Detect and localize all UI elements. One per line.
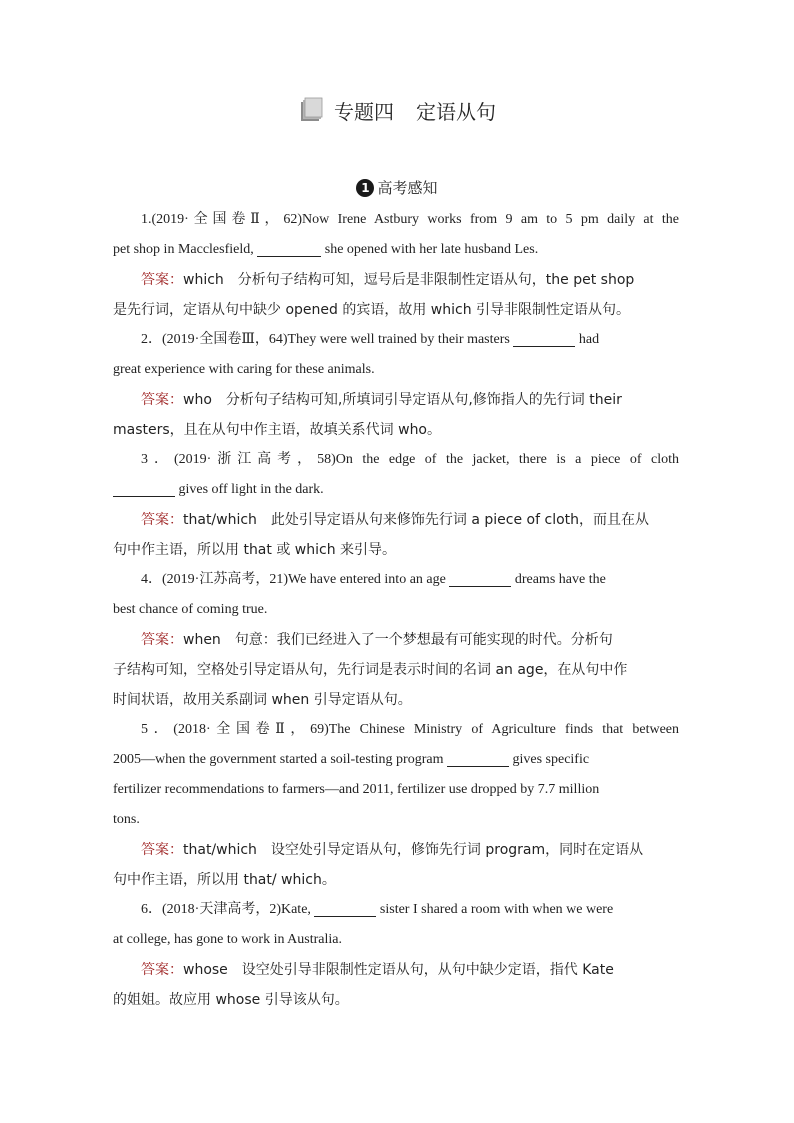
answer-label: 答案： xyxy=(141,272,183,288)
q5-text-b: gives specific xyxy=(512,752,590,767)
answer-blank xyxy=(257,240,321,257)
answer-blank xyxy=(513,330,575,347)
answer-label: 答案： xyxy=(141,842,183,858)
q1-line1: 1.(2019·全国卷Ⅱ，62)Now Irene Astbury works from 9 am to 5 pm daily at the xyxy=(141,212,679,227)
q1-answer-line2: 是先行词，定语从句中缺少 opened 的宾语，故用 which 引导非限制性定语从句。 xyxy=(113,302,631,318)
q3-answer-line1 xyxy=(113,505,679,535)
answer-blank xyxy=(447,750,509,767)
q6-line1 xyxy=(113,895,679,925)
title-main: 定语从句 xyxy=(416,100,496,124)
q6-answer-line1 xyxy=(113,955,679,985)
q6-line2: at college, has gone to work in Australia. xyxy=(113,932,342,947)
q4-line1 xyxy=(113,565,679,595)
q6-answer-line2: 的姐姐。故应用 whose 引导该从句。 xyxy=(113,992,349,1008)
section-number: 1 xyxy=(356,179,374,197)
answer-label: 答案： xyxy=(141,512,183,528)
answer-blank xyxy=(314,900,376,917)
q5-answer-line1 xyxy=(113,835,679,865)
q2-text-b: had xyxy=(578,332,600,347)
answer-label: 答案： xyxy=(141,962,183,978)
answer-label: 答案： xyxy=(141,632,183,648)
q6-text-a: 6．(2018·天津高考，2)Kate, xyxy=(141,902,311,917)
q1-text-b: she opened with her late husband Les. xyxy=(324,242,539,257)
q5-line3: fertilizer recommendations to farmers—and 2011, fertilizer use dropped by 7.7 million xyxy=(113,782,600,797)
q2-text-a: 2．(2019·全国卷Ⅲ，64)They were well trained by their masters xyxy=(141,332,510,347)
q5-line1: 5．(2018·全国卷Ⅱ，69)The Chinese Ministry of Agriculture finds that between xyxy=(141,722,679,737)
q3-text: gives off light in the dark. xyxy=(178,482,324,497)
answer-blank xyxy=(449,570,511,587)
q1-answer-text: which 分析句子结构可知，逗号后是非限制性定语从句，the pet shop xyxy=(183,272,635,288)
q5-text-a: 2005—when the government started a soil-testing program xyxy=(113,752,444,767)
q4-answer-text: when 句意：我们已经进入了一个梦想最有可能实现的时代。分析句 xyxy=(183,632,613,648)
q3-line2 xyxy=(113,475,679,505)
book-icon xyxy=(298,96,324,127)
q5-answer-text: that/which 设空处引导定语从句，修饰先行词 program，同时在定语从 xyxy=(183,842,644,858)
q5-line4: tons. xyxy=(113,812,140,827)
q4-text-b: dreams have the xyxy=(514,572,606,587)
answer-label: 答案： xyxy=(141,392,183,408)
q2-answer-line2: masters，且在从句中作主语，故填关系代词 who。 xyxy=(113,422,442,438)
question-list xyxy=(113,205,679,1015)
q3-answer-text: that/which 此处引导定语从句来修饰先行词 a piece of cloth，而且在从 xyxy=(183,512,650,528)
q1-text-a: pet shop in Macclesfield, xyxy=(113,242,254,257)
q2-line1 xyxy=(113,325,679,355)
q1-answer-line1 xyxy=(113,265,679,295)
answer-blank xyxy=(113,480,175,497)
section-label: 高考感知 xyxy=(377,179,438,197)
q2-answer-line1 xyxy=(113,385,679,415)
q4-line2: best chance of coming true. xyxy=(113,602,268,617)
section-heading xyxy=(0,177,794,198)
q2-line2: great experience with caring for these animals. xyxy=(113,362,375,377)
q3-answer-line2: 句中作主语，所以用 that 或 which 来引导。 xyxy=(113,542,397,558)
q1-line2 xyxy=(113,235,679,265)
q4-answer-line1 xyxy=(113,625,679,655)
q4-text-a: 4．(2019·江苏高考，21)We have entered into an age xyxy=(141,572,446,587)
q4-answer-line3: 时间状语，故用关系副词 when 引导定语从句。 xyxy=(113,692,412,708)
q4-answer-line2: 子结构可知，空格处引导定语从句，先行词是表示时间的名词 an age，在从句中作 xyxy=(113,662,628,678)
page-title xyxy=(0,96,794,127)
q5-answer-line2: 句中作主语，所以用 that/ which。 xyxy=(113,872,336,888)
title-prefix: 专题四 xyxy=(334,100,394,124)
q2-answer-text: who 分析句子结构可知,所填词引导定语从句,修饰指人的先行词 their xyxy=(183,392,622,408)
q6-text-b: sister I shared a room with when we were xyxy=(379,902,614,917)
q3-line1: 3．(2019·浙江高考，58)On the edge of the jacket, there is a piece of cloth xyxy=(141,452,679,467)
q6-answer-text: whose 设空处引导非限制性定语从句，从句中缺少定语，指代 Kate xyxy=(183,962,614,978)
q5-line2 xyxy=(113,745,679,775)
